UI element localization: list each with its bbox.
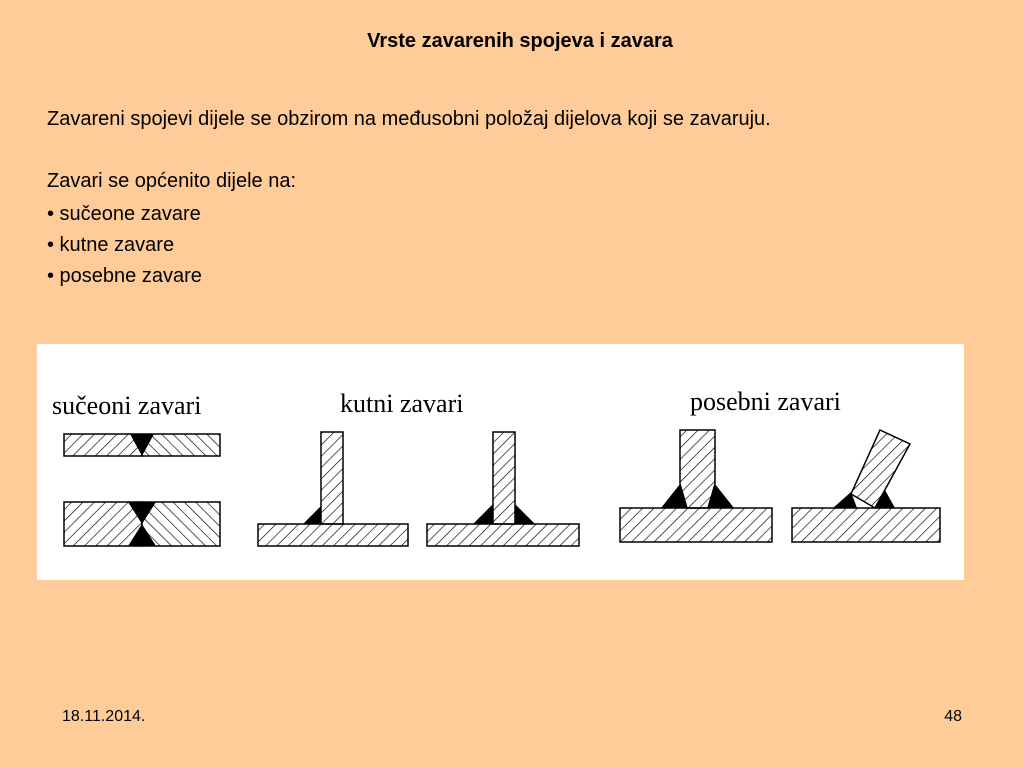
- single-v-butt-weld: [64, 434, 220, 456]
- inclined-tee-weld: [792, 430, 940, 542]
- weld-diagram: [37, 344, 964, 580]
- double-fillet-tee-weld: [427, 432, 579, 546]
- list-item: • kutne zavare: [47, 234, 175, 256]
- footer-date: 18.11.2014.: [62, 708, 146, 725]
- weld-type-list: [47, 199, 202, 292]
- intro-text: Zavareni spojevi dijele se obzirom na međusobni položaj dijelova koji se zavaruju.: [47, 108, 771, 130]
- list-item: • sučeone zavare: [47, 203, 201, 225]
- slide-title: Vrste zavarenih spojeva i zavara: [367, 30, 673, 52]
- k-groove-tee-weld: [620, 430, 772, 542]
- weld-types-figure: [37, 344, 964, 580]
- page-number: 48: [944, 708, 962, 725]
- special-welds-label: posebni zavari: [690, 387, 841, 416]
- fillet-welds-label: kutni zavari: [340, 389, 464, 418]
- list-item: • posebne zavare: [47, 265, 202, 287]
- list-heading: Zavari se općenito dijele na:: [47, 170, 297, 192]
- double-v-butt-weld: [64, 502, 220, 546]
- single-fillet-tee-weld: [258, 432, 408, 546]
- butt-welds-label: sučeoni zavari: [52, 391, 202, 420]
